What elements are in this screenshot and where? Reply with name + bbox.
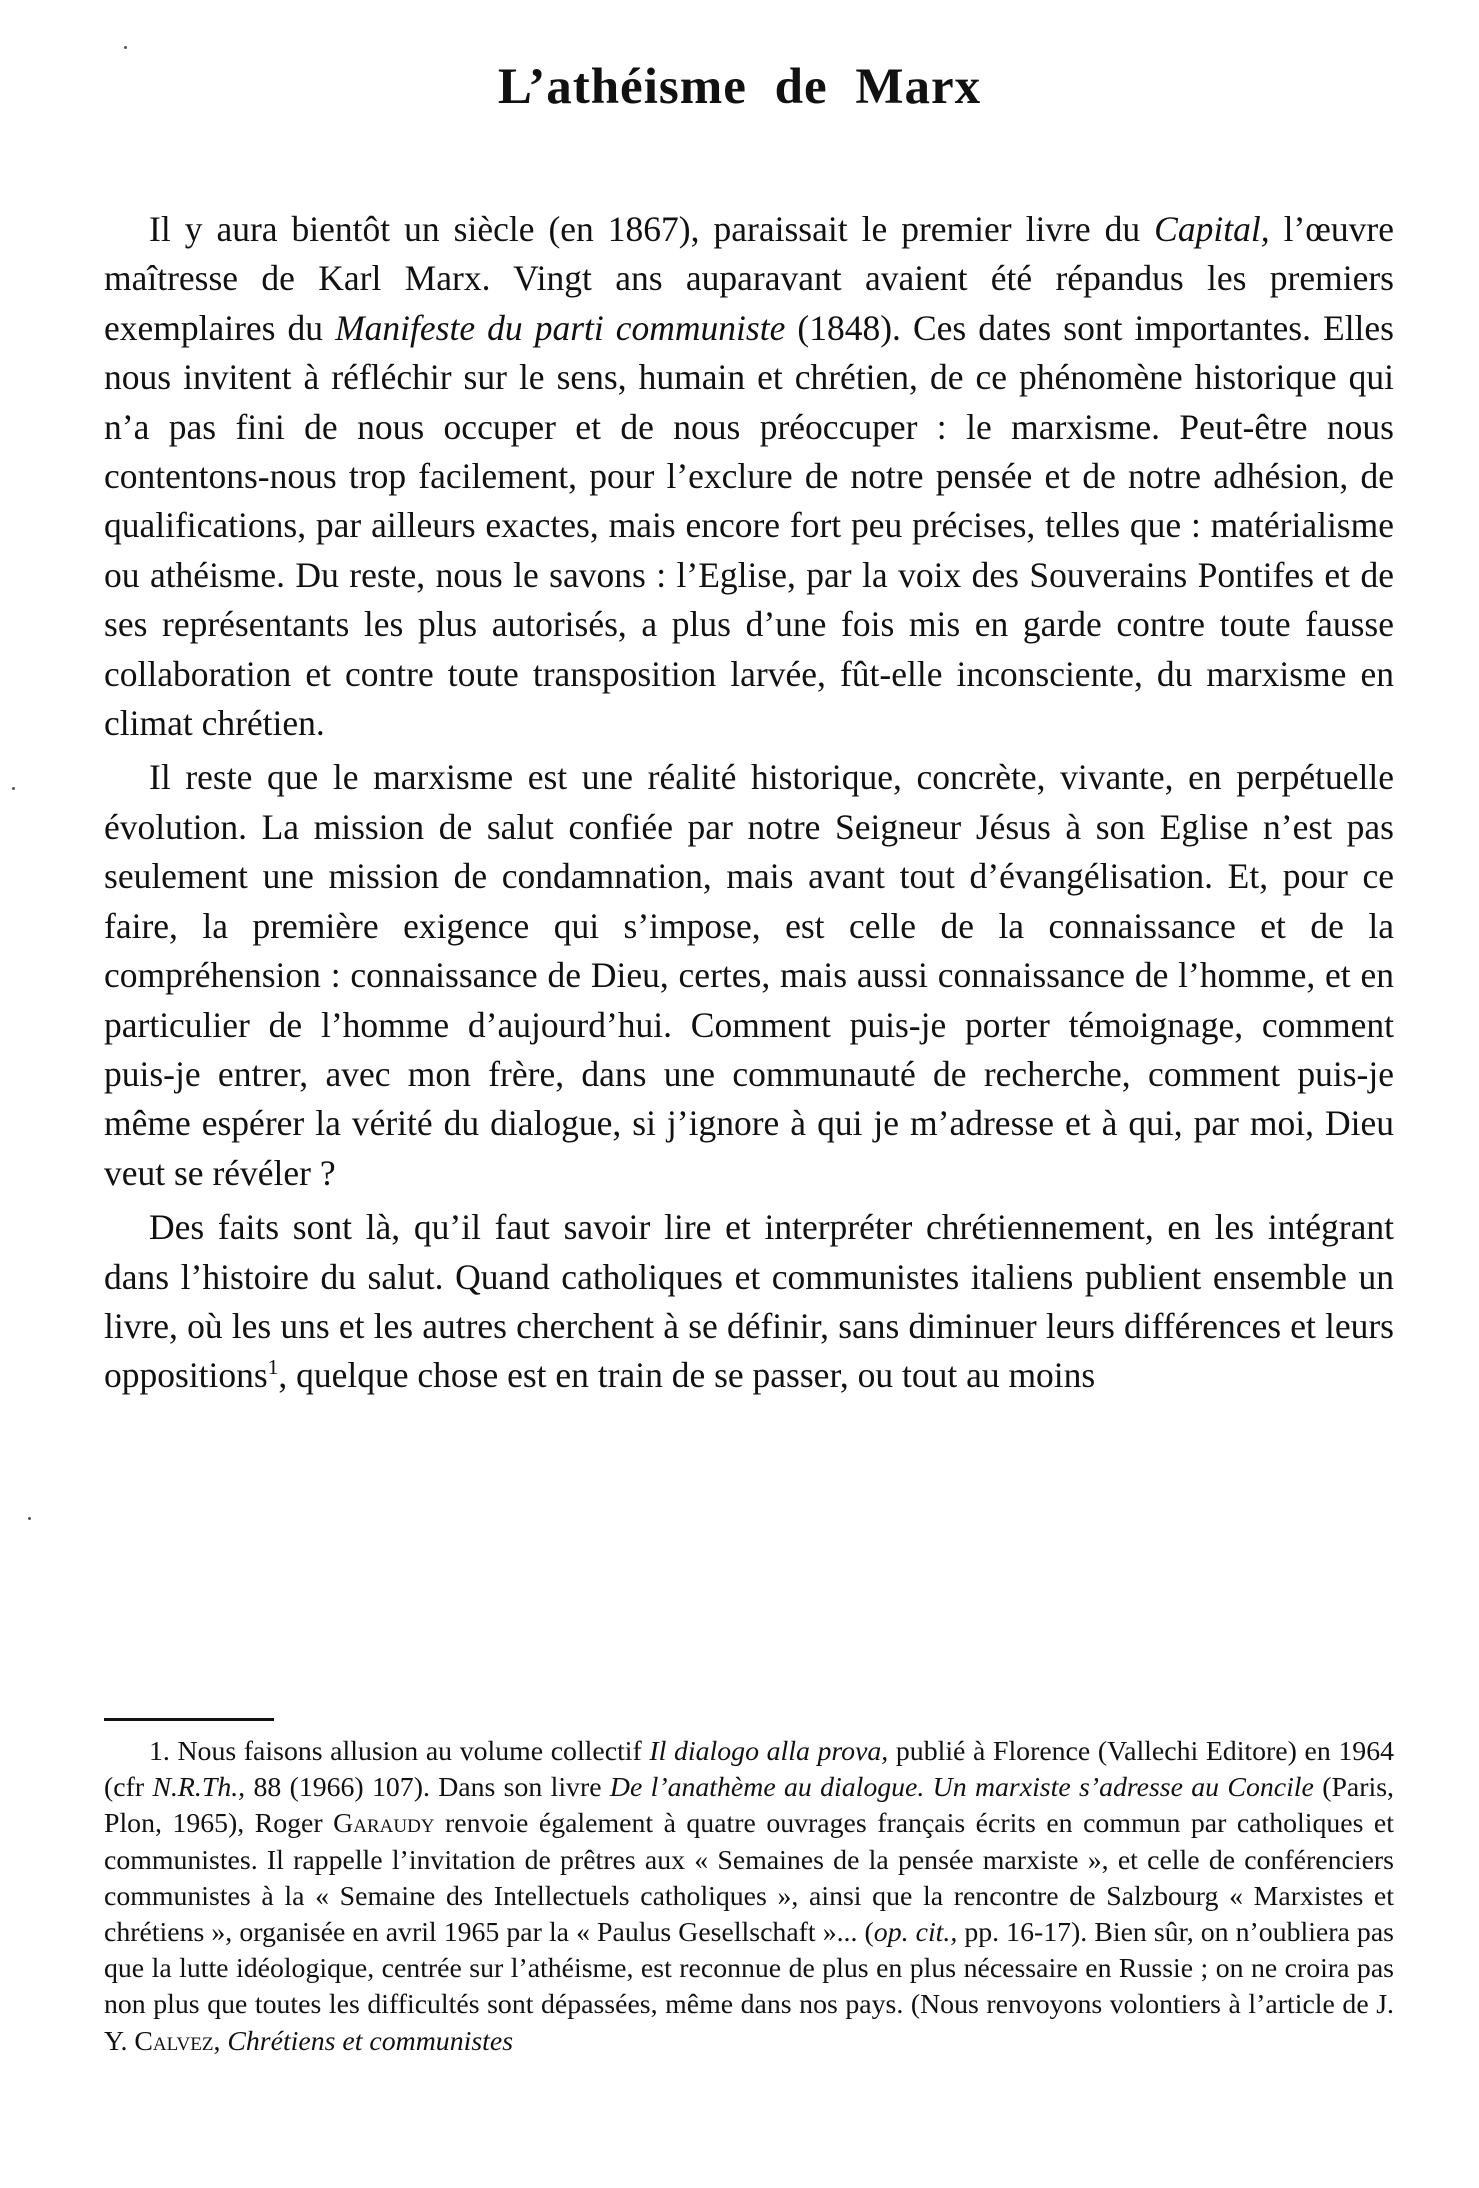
footnote-text-c: 88 (1966) 107). Dans son livre (245, 1772, 610, 1804)
footnote-text-f: pp. 16-17). Bien sûr, on n’oubliera pas que la lutte idéologique, centrée sur l’athéisme, est reconnue de plus en plus nécessaire en Russie ; on ne croira pas non plus que toutes les difficultés sont dépassées, même dans nos pays. (Nous renvoyons volontiers à l’article de J. Y. (104, 1917, 1394, 2057)
author-calvez: Calvez (134, 2025, 214, 2057)
manifeste-title: Manifeste du parti communiste (335, 307, 786, 348)
scan-speck (28, 1517, 31, 1520)
footnote-paragraph (104, 1734, 1394, 2060)
footnote-text-g: , (213, 2025, 228, 2057)
scan-speck (124, 46, 127, 49)
footnote-op-cit: op. cit., (873, 1917, 958, 1949)
paragraph-2: Il reste que le marxisme est une réalité historique, concrète, vivante, en perpétuelle évolution. La mission de salut confiée par notre Seigneur Jésus à son Eglise n’est pas seulement une mission de condamnation, mais avant tout d’évangélisation. Et, pour ce faire, la première exigence qui s’impose, est celle de la connaissance et de la compréhension : connaissance de Dieu, certes, mais aussi connaissance de l’homme, et en particulier de l’homme d’aujourd’hui. Comment puis-je porter témoignage, comment puis-je entrer, avec mon frère, dans une communauté de recherche, comment puis-je même espérer la vérité du dialogue, si j’ignore à qui je m’adresse et à qui, par moi, Dieu veut se révéler ? (104, 757, 1394, 1193)
footnote-text-d: (Paris, Plon, 1965), Roger (104, 1772, 1394, 1840)
article-body (104, 205, 1394, 1401)
paragraph-1-text-b: l’œuvre maîtresse de Karl Marx. Vingt ans auparavant avaient été répandus les premiers exemplaires du (104, 209, 1394, 348)
article-title: L’athéisme de Marx (497, 59, 982, 115)
paragraph-3 (104, 1203, 1394, 1401)
footnote-journal-ref: N.R.Th., (152, 1772, 246, 1804)
paragraph-3-text-b: , quelque chose est en train de se passer, ou tout au moins (278, 1355, 1096, 1396)
capital-title: Capital, (1154, 209, 1270, 249)
footnote-text-b: publié à Florence (Vallechi Editore) en 1964 (cfr (104, 1736, 1394, 1804)
footnote-text-a: 1. Nous faisons allusion au volume collectif (149, 1736, 650, 1767)
footnote-reference[interactable]: 1 (267, 1355, 279, 1380)
footnote-1 (104, 1734, 1394, 2060)
paragraph-1-text-a: Il y aura bientôt un siècle (en 1867), paraissait le premier livre du (149, 209, 1155, 249)
scan-speck (12, 787, 15, 790)
paragraph-1-text-c: (1848). Ces dates sont importantes. Elles nous invitent à réfléchir sur le sens, humain et chrétien, de ce phénomène historique qui n’a pas fini de nous occuper et de nous préoccuper : le marxisme. Peut-être nous contentons-nous trop facilement, pour l’exclure de notre pensée et de notre adhésion, de qualifications, par ailleurs exactes, mais encore fort peu précises, telles que : matérialisme ou athéisme. Du reste, nous le savons : l’Eglise, par la voix des Souverains Pontifes et de ses représentants les plus autorisés, a plus d’une fois mis en garde contre toute fausse collaboration et contre toute transposition larvée, fût-elle inconsciente, du marxisme en climat chrétien. (104, 307, 1394, 744)
author-garaudy: Garaudy (333, 1808, 435, 1840)
footnote-text-e: renvoie également à quatre ouvrages français écrits en commun par catholiques et communistes. Il rappelle l’invitation de prêtres aux « Semaines de la pensée marxiste », et celle de conférenciers communistes à la « Semaine des Intellectuels catholiques », ainsi que la rencontre de Salzbourg « Marxistes et chrétiens », organisée en avril 1965 par la « Paulus Gesellschaft »... ( (104, 1808, 1394, 1949)
paragraph-3-text-a: Des faits sont là, qu’il faut savoir lire et interpréter chrétiennement, en les intégrant dans l’histoire du salut. Quand catholiques et communistes italiens publient ensemble un livre, où les uns et les autres cherchent à se définir, sans diminuer leurs différences et leurs oppositions (104, 1207, 1394, 1396)
paragraph-1 (104, 205, 1394, 748)
footnote-book-title-1: Il dialogo alla prova, (649, 1736, 889, 1767)
footnote-separator (104, 1718, 274, 1721)
footnote-book-title-2: De l’anathème au dialogue. Un marxiste s’adresse au Concile (609, 1772, 1314, 1804)
footnote-article-title: Chrétiens et communistes (227, 2025, 514, 2057)
